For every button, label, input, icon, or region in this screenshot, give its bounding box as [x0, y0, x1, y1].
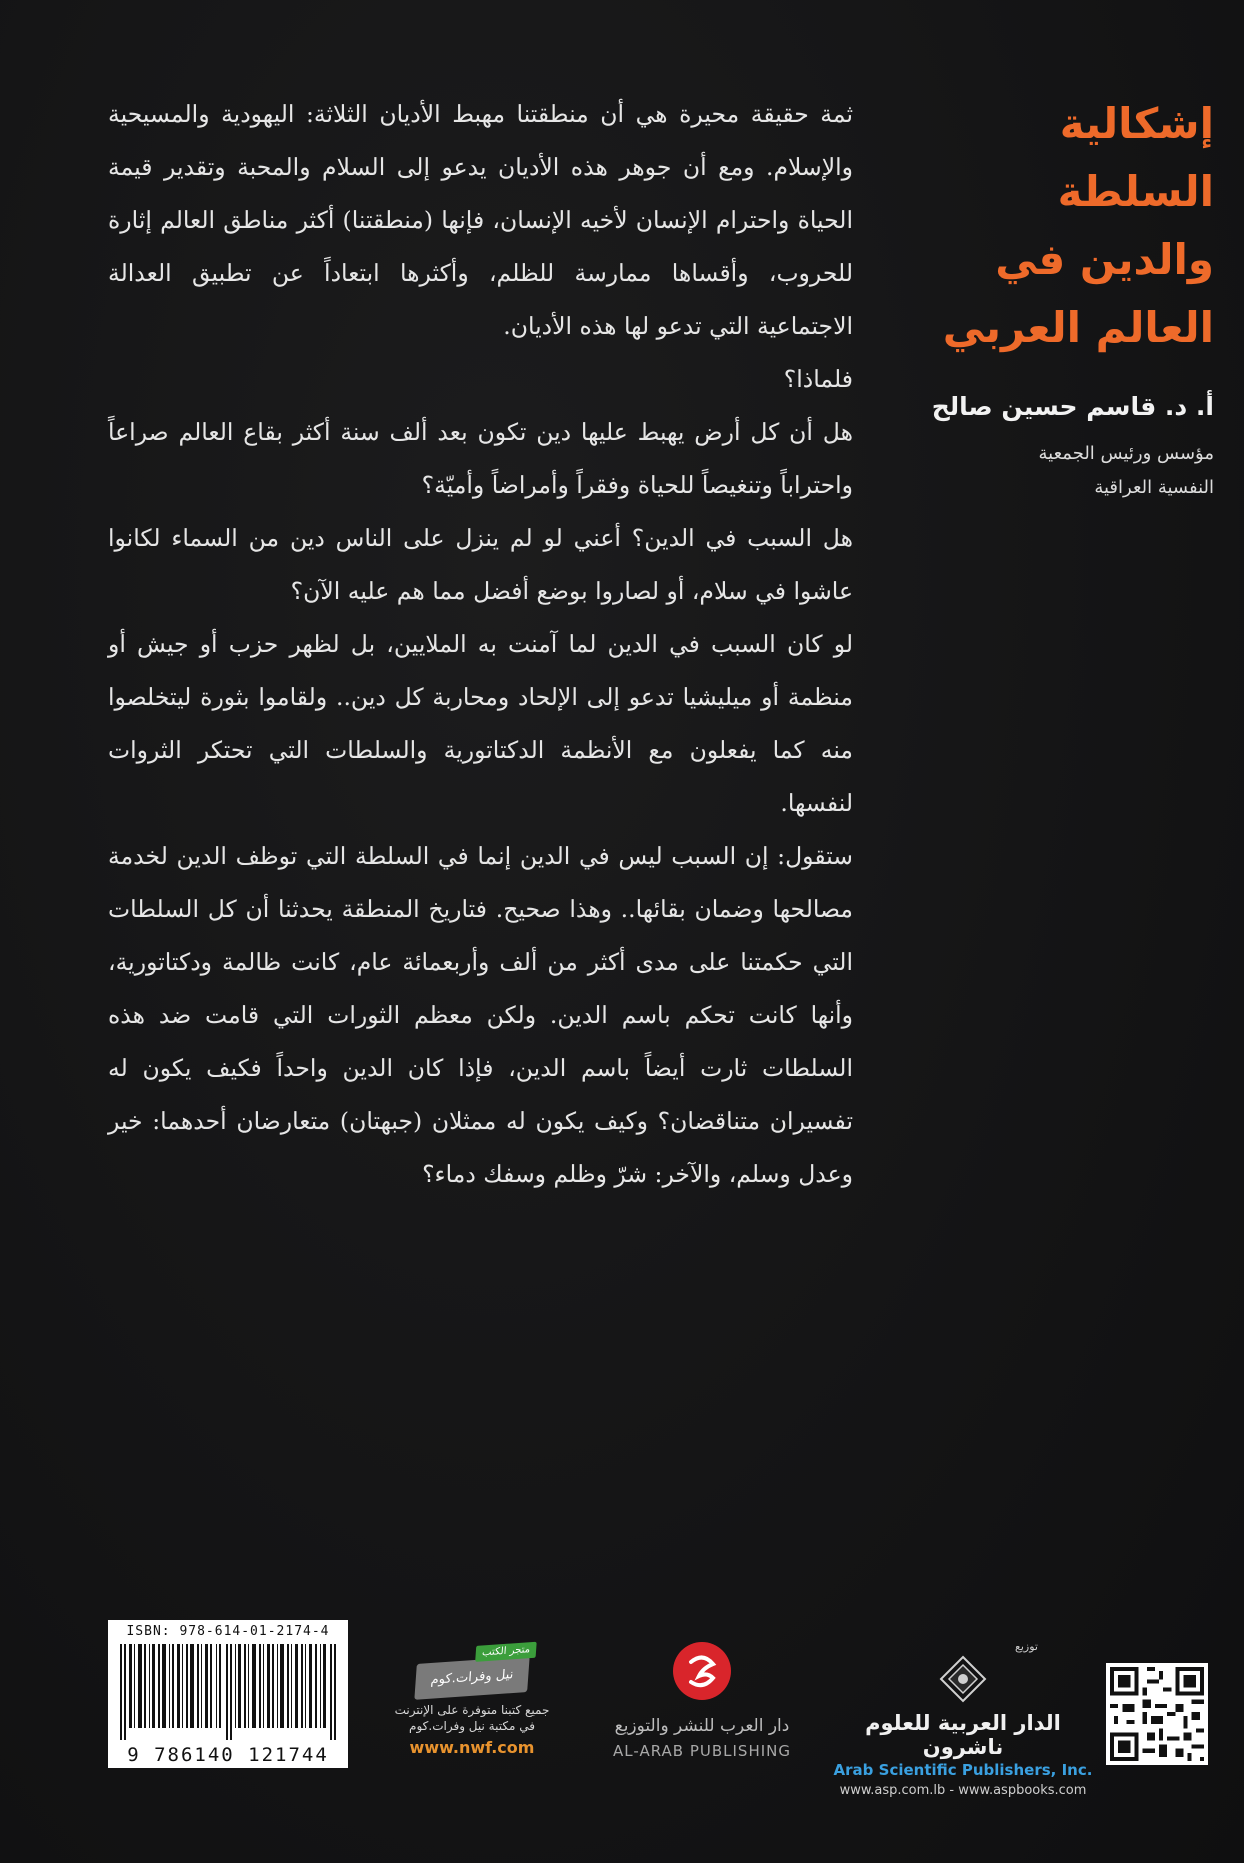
blurb-paragraph: هل أن كل أرض يهبط عليها دين تكون بعد ألف سنة أكثر بقاع العالم صراعاً واحتراباً وتنغيصاً للحياة وفقراً وأمراضاً وأميّة؟ [108, 418, 853, 499]
blurb-paragraph: هل السبب في الدين؟ أعني لو لم ينزل على الناس دين من السماء لكانوا عاشوا في سلام، أو لصاروا بوضع أفضل مما هم عليه الآن؟ [108, 524, 853, 605]
asp-name-en: Arab Scientific Publishers, Inc. [833, 1761, 1093, 1779]
barcode-icon [120, 1644, 336, 1740]
alarab-publisher [612, 1640, 792, 1760]
asp-emblem-icon [939, 1655, 987, 1703]
alarab-logo-icon [671, 1640, 733, 1702]
author-name: أ. د. قاسم حسين صالح [931, 392, 1214, 421]
blurb-paragraph: فلماذا؟ [783, 365, 853, 393]
title-line-3: العالم العربي [942, 303, 1214, 352]
blurb-paragraph: لو كان السبب في الدين لما آمنت به الملايين، بل لظهر حزب أو جيش أو منظمة أو ميليشيا تدعو إلى الإلحاد ومحاربة كل دين.. ولقاموا بثورة ليتخلصوا منه كما يفعلون مع الأنظمة الدكتاتورية والسلطات التي تحتكر الثروات لنفسها. [108, 630, 853, 817]
book-title [894, 90, 1214, 362]
nwf-logo [414, 1644, 531, 1700]
author-role-line-1: مؤسس ورئيس الجمعية [1038, 443, 1214, 464]
blurb-paragraph: ثمة حقيقة محيرة هي أن منطقتنا مهبط الأديان الثلاثة: اليهودية والمسيحية والإسلام. ومع أن جوهر هذه الأديان يدعو إلى السلام والمحبة وتقدير قيمة الحياة واحترام الإنسان لأخيه الإنسان، فإنها (منطقتنا) أكثر مناطق العالم إثارة للحروب، وأقساها ممارسة للظلم، وأكثرها ابتعاداً عن تطبيق العدالة الاجتماعية التي تدعو لها هذه الأديان. [108, 100, 853, 340]
author-role [894, 437, 1214, 505]
qr-code-icon [1106, 1663, 1208, 1765]
nwf-line-1: جميع كتبنا متوفرة على الإنترنت [394, 1703, 550, 1717]
nwf-badge: متجر الكتب [475, 1642, 536, 1662]
title-author-block [894, 90, 1214, 505]
asp-distribution: توزيع [1015, 1640, 1038, 1653]
title-line-2: والدين في [995, 235, 1214, 284]
blurb-text [108, 88, 853, 1201]
isbn-digits: 9 786140 121744 [127, 1744, 329, 1766]
nwf-block [372, 1644, 572, 1757]
isbn-barcode [108, 1620, 348, 1768]
author-role-line-2: النفسية العراقية [1094, 477, 1214, 498]
blurb-paragraph: ستقول: إن السبب ليس في الدين إنما في السلطة التي توظف الدين لخدمة مصالحها وضمان بقائها.. وهذا صحيح. فتاريخ المنطقة يحدثنا أن كل السلطات التي حكمتنا على مدى أكثر من ألف وأربعمائة عام، كانت ظالمة ودكتاتورية، وأنها كانت تحكم باسم الدين. ولكن معظم الثورات التي قامت ضد هذه السلطات ثارت أيضاً باسم الدين، فإذا كان الدين واحداً فكيف يكون له تفسيران متناقضان؟ وكيف يكون له ممثلان (جبهتان) متعارضان أحدهما: خير وعدل وسلم، والآخر: شرّ وظلم وسفك دماء؟ [108, 842, 853, 1188]
nwf-url: www.nwf.com [409, 1738, 535, 1757]
asp-name-ar: الدار العربية للعلوم ناشرون [865, 1711, 1061, 1759]
nwf-logo-text: نيل وفرات.كوم [430, 1667, 514, 1688]
alarab-name-en: AL-ARAB PUBLISHING [613, 1742, 791, 1760]
nwf-line-2: في مكتبة نيل وفرات.كوم [409, 1719, 535, 1733]
isbn-label: ISBN: 978-614-01-2174-4 [126, 1624, 330, 1639]
alarab-name-ar: دار العرب للنشر والتوزيع [614, 1716, 790, 1736]
asp-publisher [828, 1640, 1098, 1798]
title-line-1: إشكالية السلطة [1057, 99, 1214, 216]
asp-web: www.asp.com.lb - www.aspbooks.com [839, 1783, 1087, 1798]
